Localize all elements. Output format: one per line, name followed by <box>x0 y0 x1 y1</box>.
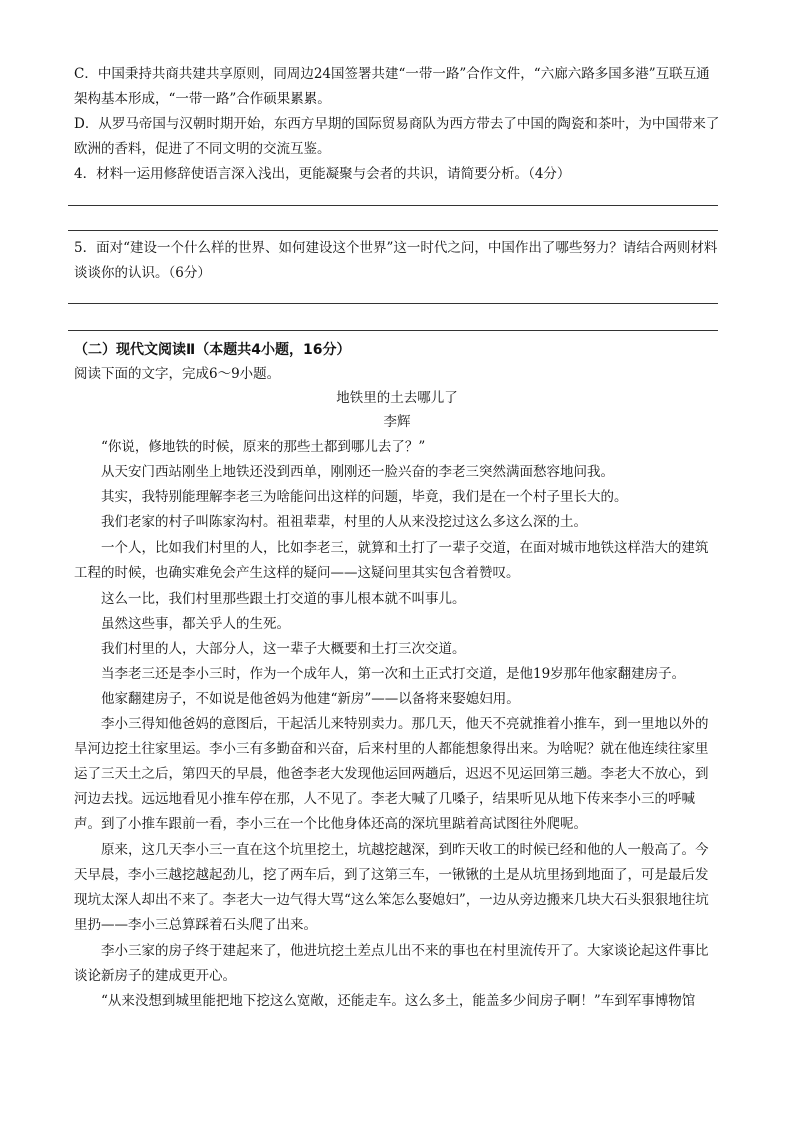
question-4: 4．材料一运用修辞使语言深入浅出，更能凝聚与会者的共识，请简要分析。（4分） <box>74 166 571 182</box>
article-paragraph: 李小三得知他爸妈的意图后，干起活儿来特别卖力。那几天，他天不亮就推着小推车，到一里地以外的旱河边挖土往家里运。李小三有多勤奋和兴奋，后来村里的人都能想象得出来。为啥呢？就在他连续往家里运了三天土之后，第四天的早晨，他爸李老大发现他运回两趟后，迟迟不见运回第三趟。李老大不放心，到河边去找。远远地看见小推车停在那，人不见了。李老大喊了几嗓子，结果听见从地下传来李小三的呼喊声。到了小推车跟前一看，李小三在一个比他身体还高的深坑里踮着高试图往外爬呢。 <box>74 716 709 832</box>
question-5: 5．面对“建设一个什么样的世界、如何建设这个世界”这一时代之问，中国作出了哪些努力？请结合两则材料谈谈你的认识。（6分） <box>74 240 718 281</box>
article-paragraph: 他家翻建房子，不如说是他爸妈为他建“新房”——以备将来娶媳妇用。 <box>101 691 520 707</box>
article-paragraph: 虽然这些事，都关乎人的生死。 <box>101 616 290 632</box>
article-paragraph: 这么一比，我们村里那些跟土打交道的事儿根本就不叫事儿。 <box>101 591 466 607</box>
article-paragraph: 当李老三还是李小三时，作为一个成年人，第一次和土正式打交道，是他19岁那年他家翻建房子。 <box>101 666 686 682</box>
answer-line-q4-1[interactable] <box>68 205 718 206</box>
option-c: C．中国秉持共商共建共享原则，同周边24国签署共建“一带一路”合作文件，“六廊六路多国多港”互联互通架构基本形成，“一带一路”合作硕果累累。 <box>74 66 710 107</box>
answer-line-q4-2[interactable] <box>68 230 718 231</box>
article-paragraph: 原来，这几天李小三一直在这个坑里挖土，坑越挖越深，到昨天收工的时候已经和他的人一般高了。今天早晨，李小三越挖越起劲儿，挖了两车后，到了这第三车，一锹锹的土是从坑里扬到地面了，可是最后发现坑太深人却出不来了。李老大一边气得大骂“这么笨怎么娶媳妇”，一边从旁边搬来几块大石头狠狠地往坑里扔——李小三总算踩着石头爬了出来。 <box>74 842 709 933</box>
article-title: 地铁里的土去哪儿了 <box>336 390 458 406</box>
article-paragraph: 从天安门西站刚坐上地铁还没到西单，刚刚还一脸兴奋的李老三突然满面愁容地问我。 <box>101 464 614 480</box>
section-instruction: 阅读下面的文字，完成6～9小题。 <box>74 366 281 382</box>
option-d: D．从罗马帝国与汉朝时期开始，东西方早期的国际贸易商队为西方带去了中国的陶瓷和茶叶，为中国带来了欧洲的香料，促进了不同文明的交流互鉴。 <box>74 116 720 157</box>
article-paragraph: 一个人，比如我们村里的人，比如李老三，就算和土打了一辈子交道，在面对城市地铁这样浩大的建筑工程的时候，也确实难免会产生这样的疑问——这疑问里其实包含着赞叹。 <box>74 540 709 581</box>
article-paragraph: “从来没想到城里能把地下挖这么宽敞，还能走车。这么多土，能盖多少间房子啊！”车到军事博物馆 <box>101 993 696 1009</box>
article-paragraph: 我们老家的村子叫陈家沟村。祖祖辈辈，村里的人从来没挖过这么多这么深的土。 <box>101 514 587 530</box>
answer-line-q5-1[interactable] <box>68 303 718 304</box>
article-paragraph: 我们村里的人，大部分人，这一辈子大概要和土打三次交道。 <box>101 641 466 657</box>
article-paragraph: 李小三家的房子终于建起来了，他进坑挖土差点儿出不来的事也在村里流传开了。大家谈论起这件事比谈论新房子的建成更开心。 <box>74 943 709 984</box>
answer-line-q5-2[interactable] <box>68 330 718 331</box>
section-heading: （二）现代文阅读Ⅱ（本题共4小题，16分） <box>74 342 351 358</box>
article-paragraph: 其实，我特别能理解李老三为啥能问出这样的问题，毕竟，我们是在一个村子里长大的。 <box>101 489 628 505</box>
article-author: 李辉 <box>383 414 411 430</box>
article-paragraph: “你说，修地铁的时候，原来的那些土都到哪儿去了？” <box>101 439 426 455</box>
